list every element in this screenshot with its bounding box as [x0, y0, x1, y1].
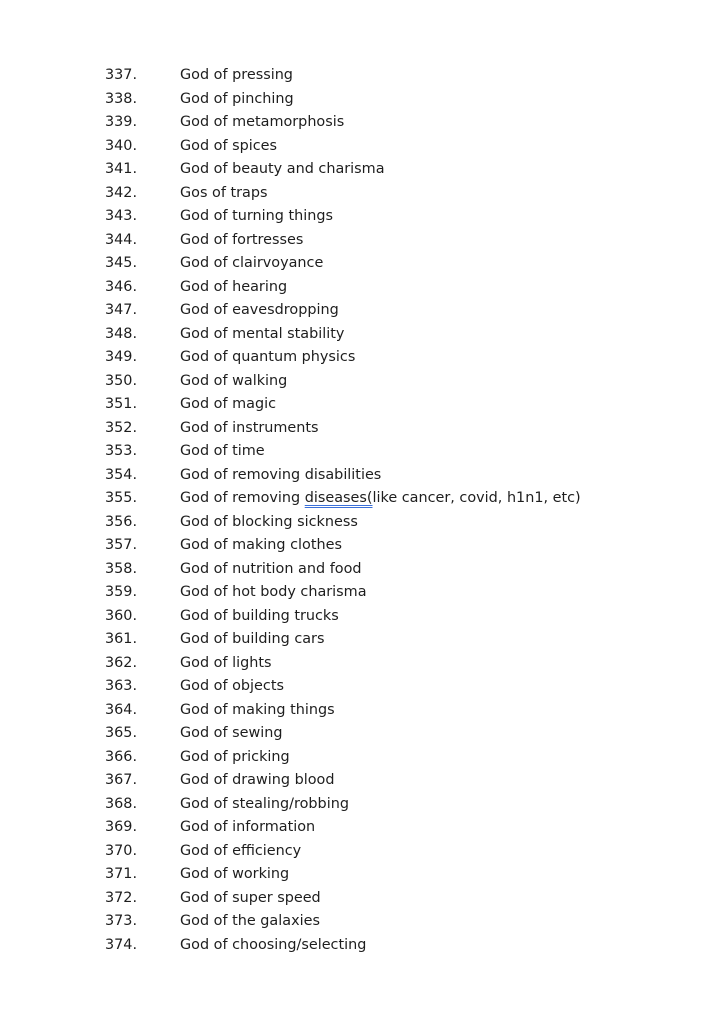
list-item-number: 349. [105, 349, 138, 365]
list-item-text: God of making clothes [180, 537, 342, 553]
list-item-text: God of information [180, 819, 316, 835]
list-item-text: God of removing disabilities [180, 466, 382, 483]
list-item-number: 357. [105, 537, 138, 553]
list-item-number: 342. [105, 184, 138, 201]
list-item-text: God of stealing/robbing [180, 795, 349, 812]
list-item-text: God of nutrition and food [180, 560, 362, 577]
list-item-number: 368. [105, 795, 138, 812]
list-item-text: God of beauty and charisma [180, 161, 385, 177]
list-item-number: 365. [105, 725, 138, 741]
list-item-text: God of turning things [180, 208, 333, 224]
list-item-text: God of blocking sickness [180, 513, 358, 530]
list-item-text: God of spices [180, 137, 278, 154]
list-item-text: God of metamorphosis [180, 114, 345, 130]
list-item-text: God of the galaxies [180, 913, 320, 929]
list-item-number: 343. [105, 208, 138, 224]
list-item-text: God of pinching [180, 90, 294, 107]
list-item-number: 356. [105, 513, 138, 530]
list-item-number: 347. [105, 302, 138, 318]
list-item-text: God of magic [180, 396, 276, 412]
list-item-text: God of time [180, 443, 265, 459]
list-item-text: God of objects [180, 678, 284, 694]
list-item-text: God of mental stability [180, 325, 345, 342]
list-item-text: God of instruments [180, 419, 319, 436]
list-item-text: God of pricking [180, 748, 290, 765]
list-item-number: 362. [105, 654, 138, 671]
list-item-number: 339. [105, 114, 138, 130]
list-item-text: God of pressing [180, 67, 293, 83]
list-item-text: God of drawing blood [180, 772, 335, 788]
list-item-number: 361. [105, 631, 138, 647]
list-item-text: God of working [180, 866, 290, 882]
list-item-text: God of fortresses [180, 231, 304, 248]
list-item-number: 348. [105, 325, 138, 342]
list-item-number: 371. [105, 866, 138, 882]
list-item-text: Gos of traps [180, 184, 268, 201]
list-item-number: 338. [105, 90, 138, 107]
spellcheck-flagged-word[interactable]: diseases( [304, 490, 373, 506]
list-item-text: God of lights [180, 654, 272, 671]
list-item-text: God of clairvoyance [180, 255, 324, 271]
list-item-text: God of building cars [180, 631, 325, 647]
list-item-text: God of making things [180, 701, 335, 718]
list-item-text: God of sewing [180, 725, 283, 741]
list-item-number: 344. [105, 231, 138, 248]
list-item-number: 341. [105, 161, 138, 177]
list-item-number: 351. [105, 396, 138, 412]
list-item-number: 352. [105, 419, 138, 436]
list-item-number: 350. [105, 372, 138, 389]
list-item-number: 353. [105, 443, 138, 459]
list-item-number: 370. [105, 842, 138, 859]
list-item-text: God of super speed [180, 889, 321, 906]
list-item-number: 360. [105, 607, 138, 624]
list-item-text: God of quantum physics [180, 349, 356, 365]
list-item-text [180, 487, 581, 511]
list-item-number: 364. [105, 701, 138, 718]
list-item-number: 374. [105, 936, 138, 953]
list-item-text: God of hot body charisma [180, 584, 367, 600]
list-item-number: 369. [105, 819, 138, 835]
list-item-text: God of eavesdropping [180, 302, 339, 318]
list-item-text: God of efficiency [180, 842, 302, 859]
text-segment: like cancer, covid, h1n1, etc) [372, 490, 581, 506]
list-item-number: 337. [105, 67, 138, 83]
text-segment: God of removing [180, 490, 305, 506]
list-item-number: 354. [105, 466, 138, 483]
list-item-text: God of hearing [180, 278, 288, 295]
list-item-text: God of choosing/selecting [180, 936, 367, 953]
list-item-number: 359. [105, 584, 138, 600]
list-item-number: 345. [105, 255, 138, 271]
list-item-number: 373. [105, 913, 138, 929]
list-item-number: 366. [105, 748, 138, 765]
list-item-number: 372. [105, 889, 138, 906]
list-item-text: God of walking [180, 372, 288, 389]
list-item-number: 340. [105, 137, 138, 154]
list-item-text: God of building trucks [180, 607, 339, 624]
list-item-number: 367. [105, 772, 138, 788]
list-item-number: 363. [105, 678, 138, 694]
list-item-number: 355. [105, 490, 138, 506]
list-item-number: 346. [105, 278, 138, 295]
list-item-number: 358. [105, 560, 138, 577]
